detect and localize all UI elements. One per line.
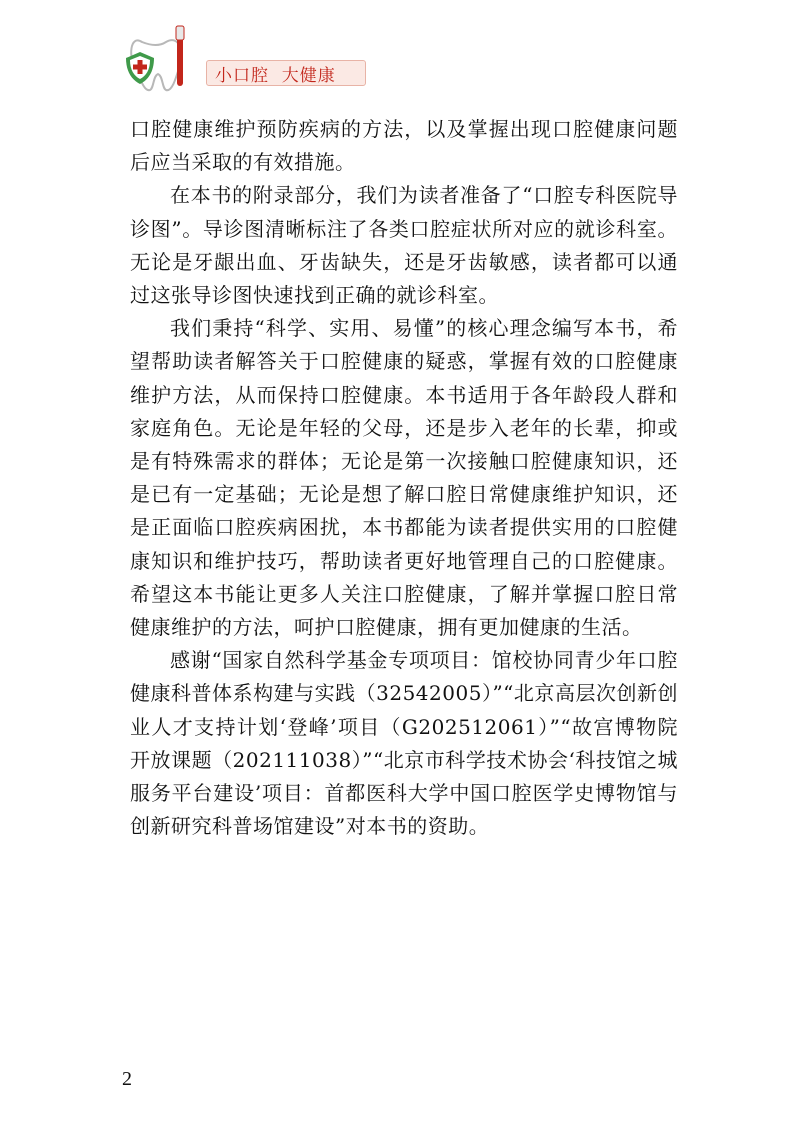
slogan-banner: 小口腔 大健康 [206, 60, 366, 86]
paragraph-acknowledgement: 感谢“国家自然科学基金专项项目：馆校协同青少年口腔健康科普体系构建与实践（32542005）”“北京高层次创新创业人才支持计划‘登峰’项目（G202512061）”“故宫博物院开放课题（202111038）”“北京市科学技术协会‘科技馆之城服务平台建设’项目：首都医科大学中国口腔医学史博物馆与创新研究科普场馆建设”对本书的资助。 [130, 648, 678, 839]
paragraph-appendix: 在本书的附录部分，我们为读者准备了“口腔专科医院导诊图”。导诊图清晰标注了各类口腔症状所对应的就诊科室。无论是牙龈出血、牙齿缺失，还是牙齿敏感，读者都可以通过这张导诊图快速找到正确的就诊科室。 [130, 183, 678, 308]
body-text [130, 113, 678, 843]
page-header [122, 22, 382, 97]
paragraph-continued: 口腔健康维护预防疾病的方法，以及掌握出现口腔健康问题后应当采取的有效措施。 [130, 117, 678, 175]
page-number: 2 [122, 1068, 132, 1090]
tooth-shield-toothbrush-icon [122, 22, 206, 97]
paragraph-philosophy: 我们秉持“科学、实用、易懂”的核心理念编写本书，希望帮助读者解答关于口腔健康的疑惑，掌握有效的口腔健康维护方法，从而保持口腔健康。本书适用于各年龄段人群和家庭角色。无论是年轻的父母，还是步入老年的长辈，抑或是有特殊需求的群体；无论是第一次接触口腔健康知识，还是已有一定基础；无论是想了解口腔日常健康维护知识，还是正面临口腔疾病困扰，本书都能为读者提供实用的口腔健康知识和维护技巧，帮助读者更好地管理自己的口腔健康。希望这本书能让更多人关注口腔健康，了解并掌握口腔日常健康维护的方法，呵护口腔健康，拥有更加健康的生活。 [130, 316, 678, 640]
